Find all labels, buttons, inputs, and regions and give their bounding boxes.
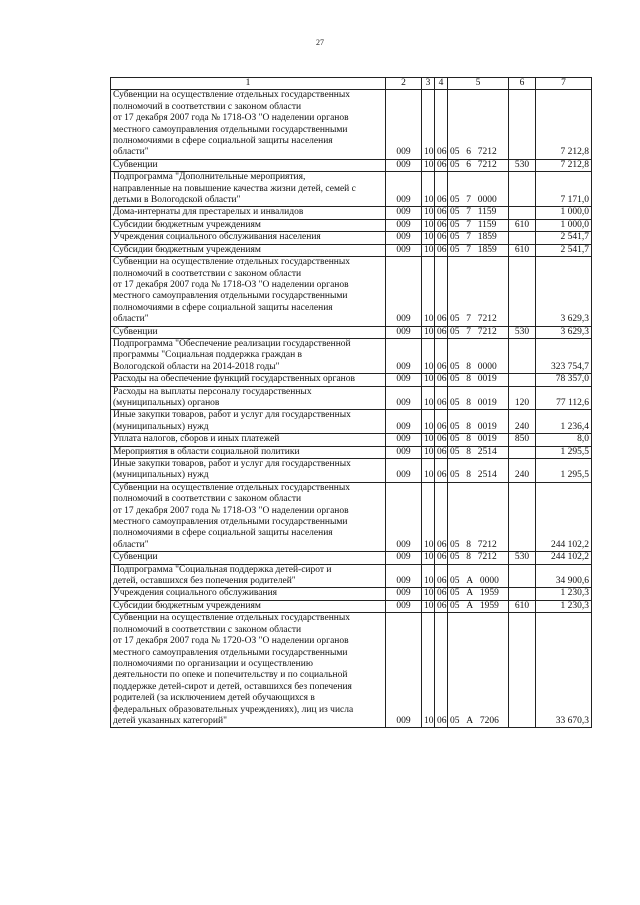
section-code-cell: 10: [422, 257, 435, 326]
administrator-code-cell: 009: [386, 459, 422, 483]
expense-type-code-cell: [509, 482, 536, 551]
section-code-cell: 10: [422, 386, 435, 410]
target-article-code-cell: 05 6 7212: [448, 159, 509, 171]
table-row: [111, 232, 592, 244]
expense-type-code-cell: 610: [509, 600, 536, 612]
subsection-code-cell: 06: [435, 434, 448, 446]
subsection-code-cell: 06: [435, 564, 448, 588]
subsection-code-cell: 06: [435, 386, 448, 410]
expenditure-name-cell: Дома-интернаты для престарелых и инвалидов: [111, 207, 386, 219]
expenditure-name-cell: Субсидии бюджетным учреждениям: [111, 244, 386, 256]
subsection-code-cell: 06: [435, 244, 448, 256]
expenditure-name-cell: Субвенции на осуществление отдельных государственных полномочий в соответствии с законом области от 17 декабря 2007 года № 1718-ОЗ "О наделении органов местного самоуправления отдельными государственными полномочиями в сфере социальной защиты населения области": [111, 90, 386, 159]
administrator-code-cell: 009: [386, 90, 422, 159]
administrator-code-cell: 009: [386, 482, 422, 551]
section-code-cell: 10: [422, 207, 435, 219]
amount-cell: 3 629,3: [536, 326, 592, 338]
expense-type-code-cell: 610: [509, 244, 536, 256]
target-article-code-cell: 05 А 0000: [448, 564, 509, 588]
section-code-cell: 10: [422, 172, 435, 207]
administrator-code-cell: 009: [386, 434, 422, 446]
expenditure-name-cell: Расходы на обеспечение функций государственных органов: [111, 374, 386, 386]
subsection-code-cell: 06: [435, 588, 448, 600]
section-code-cell: 10: [422, 459, 435, 483]
table-header-row: [111, 78, 592, 90]
expenditure-name-cell: Учреждения социального обслуживания населения: [111, 232, 386, 244]
expenditure-name-cell: Уплата налогов, сборов и иных платежей: [111, 434, 386, 446]
expense-type-code-cell: [509, 613, 536, 728]
amount-cell: 244 102,2: [536, 482, 592, 551]
header-cell: 5: [448, 78, 509, 90]
section-code-cell: 10: [422, 232, 435, 244]
table-row: [111, 613, 592, 728]
target-article-code-cell: 05 8 0000: [448, 338, 509, 373]
expenditure-name-cell: Подпрограмма "Обеспечение реализации государственной программы "Социальная поддержка граждан в Вологодской области на 2014-2018 годы": [111, 338, 386, 373]
table-row: [111, 434, 592, 446]
amount-cell: 7 212,8: [536, 159, 592, 171]
expense-type-code-cell: 610: [509, 219, 536, 231]
expenditure-name-cell: Мероприятия в области социальной политики: [111, 446, 386, 458]
expenditure-name-cell: Расходы на выплаты персоналу государственных (муниципальных) органов: [111, 386, 386, 410]
expense-type-code-cell: [509, 90, 536, 159]
subsection-code-cell: 06: [435, 159, 448, 171]
expenditure-name-cell: Учреждения социального обслуживания: [111, 588, 386, 600]
administrator-code-cell: 009: [386, 219, 422, 231]
amount-cell: 1 000,0: [536, 219, 592, 231]
administrator-code-cell: 009: [386, 172, 422, 207]
table-row: [111, 446, 592, 458]
amount-cell: 1 236,4: [536, 410, 592, 434]
header-cell: 4: [435, 78, 448, 90]
amount-cell: 1 295,5: [536, 459, 592, 483]
section-code-cell: 10: [422, 244, 435, 256]
administrator-code-cell: 009: [386, 244, 422, 256]
section-code-cell: 10: [422, 613, 435, 728]
amount-cell: 7 171,0: [536, 172, 592, 207]
expense-type-code-cell: 530: [509, 552, 536, 564]
header-cell: 1: [111, 78, 386, 90]
amount-cell: 8,0: [536, 434, 592, 446]
expense-type-code-cell: [509, 207, 536, 219]
table-row: [111, 564, 592, 588]
administrator-code-cell: 009: [386, 207, 422, 219]
section-code-cell: 10: [422, 90, 435, 159]
section-code-cell: 10: [422, 600, 435, 612]
budget-table: [110, 77, 592, 728]
target-article-code-cell: 05 А 1959: [448, 600, 509, 612]
target-article-code-cell: 05 7 7212: [448, 257, 509, 326]
expense-type-code-cell: [509, 232, 536, 244]
expense-type-code-cell: [509, 588, 536, 600]
expenditure-name-cell: Субвенции: [111, 326, 386, 338]
administrator-code-cell: 009: [386, 232, 422, 244]
expense-type-code-cell: [509, 564, 536, 588]
expense-type-code-cell: 120: [509, 386, 536, 410]
subsection-code-cell: 06: [435, 410, 448, 434]
target-article-code-cell: 05 7 1859: [448, 232, 509, 244]
section-code-cell: 10: [422, 326, 435, 338]
table-row: [111, 257, 592, 326]
amount-cell: 7 212,8: [536, 90, 592, 159]
expenditure-name-cell: Субвенции на осуществление отдельных государственных полномочий в соответствии с законом области от 17 декабря 2007 года № 1718-ОЗ "О наделении органов местного самоуправления отдельными государственными полномочиями в сфере социальной защиты населения области": [111, 482, 386, 551]
table-row: [111, 244, 592, 256]
table-row: [111, 482, 592, 551]
subsection-code-cell: 06: [435, 459, 448, 483]
amount-cell: 77 112,6: [536, 386, 592, 410]
expense-type-code-cell: 530: [509, 326, 536, 338]
table-row: [111, 172, 592, 207]
target-article-code-cell: 05 8 2514: [448, 446, 509, 458]
administrator-code-cell: 009: [386, 257, 422, 326]
section-code-cell: 10: [422, 219, 435, 231]
expenditure-name-cell: Иные закупки товаров, работ и услуг для государственных (муниципальных) нужд: [111, 459, 386, 483]
amount-cell: 1 295,5: [536, 446, 592, 458]
expenditure-name-cell: Субвенции на осуществление отдельных государственных полномочий в соответствии с законом области от 17 декабря 2007 года № 1720-ОЗ "О наделении органов местного самоуправления отдельными государственными полномочиями по организации и осуществлению деятельности по опеке и попечительству и по социальной поддержке детей-сирот и детей, оставшихся без попечения родителей (за исключением детей обучающихся в федеральных образовательных учреждениях), лиц из числа детей указанных категорий": [111, 613, 386, 728]
target-article-code-cell: 05 8 7212: [448, 482, 509, 551]
section-code-cell: 10: [422, 588, 435, 600]
table-row: [111, 159, 592, 171]
administrator-code-cell: 009: [386, 326, 422, 338]
target-article-code-cell: 05 А 7206: [448, 613, 509, 728]
table-row: [111, 374, 592, 386]
table-row: [111, 588, 592, 600]
administrator-code-cell: 009: [386, 159, 422, 171]
target-article-code-cell: 05 7 1159: [448, 219, 509, 231]
subsection-code-cell: 06: [435, 374, 448, 386]
subsection-code-cell: 06: [435, 90, 448, 159]
section-code-cell: 10: [422, 482, 435, 551]
target-article-code-cell: 05 7 0000: [448, 172, 509, 207]
target-article-code-cell: 05 6 7212: [448, 90, 509, 159]
expense-type-code-cell: 240: [509, 459, 536, 483]
subsection-code-cell: 06: [435, 172, 448, 207]
amount-cell: 323 754,7: [536, 338, 592, 373]
expenditure-name-cell: Субвенции на осуществление отдельных государственных полномочий в соответствии с законом области от 17 декабря 2007 года № 1718-ОЗ "О наделении органов местного самоуправления отдельными государственными полномочиями в сфере социальной защиты населения области": [111, 257, 386, 326]
target-article-code-cell: 05 8 0019: [448, 386, 509, 410]
expense-type-code-cell: 530: [509, 159, 536, 171]
table-row: [111, 207, 592, 219]
amount-cell: 34 900,6: [536, 564, 592, 588]
target-article-code-cell: 05 7 7212: [448, 326, 509, 338]
expense-type-code-cell: [509, 172, 536, 207]
administrator-code-cell: 009: [386, 374, 422, 386]
page-number: 27: [316, 38, 324, 47]
subsection-code-cell: 06: [435, 207, 448, 219]
target-article-code-cell: 05 8 0019: [448, 434, 509, 446]
amount-cell: 244 102,2: [536, 552, 592, 564]
subsection-code-cell: 06: [435, 446, 448, 458]
expenditure-name-cell: Субсидии бюджетным учреждениям: [111, 600, 386, 612]
subsection-code-cell: 06: [435, 326, 448, 338]
section-code-cell: 10: [422, 410, 435, 434]
target-article-code-cell: 05 А 1959: [448, 588, 509, 600]
table-row: [111, 459, 592, 483]
subsection-code-cell: 06: [435, 613, 448, 728]
administrator-code-cell: 009: [386, 613, 422, 728]
subsection-code-cell: 06: [435, 482, 448, 551]
target-article-code-cell: 05 7 1859: [448, 244, 509, 256]
amount-cell: 1 000,0: [536, 207, 592, 219]
section-code-cell: 10: [422, 564, 435, 588]
table-row: [111, 386, 592, 410]
section-code-cell: 10: [422, 434, 435, 446]
expense-type-code-cell: 240: [509, 410, 536, 434]
header-cell: 6: [509, 78, 536, 90]
amount-cell: 2 541,7: [536, 232, 592, 244]
amount-cell: 33 670,3: [536, 613, 592, 728]
subsection-code-cell: 06: [435, 219, 448, 231]
target-article-code-cell: 05 8 2514: [448, 459, 509, 483]
header-cell: 2: [386, 78, 422, 90]
administrator-code-cell: 009: [386, 552, 422, 564]
expense-type-code-cell: [509, 257, 536, 326]
administrator-code-cell: 009: [386, 338, 422, 373]
subsection-code-cell: 06: [435, 338, 448, 373]
target-article-code-cell: 05 8 0019: [448, 410, 509, 434]
section-code-cell: 10: [422, 552, 435, 564]
expenditure-name-cell: Подпрограмма "Дополнительные мероприятия, направленные на повышение качества жизни детей, семей с детьми в Вологодской области": [111, 172, 386, 207]
target-article-code-cell: 05 8 0019: [448, 374, 509, 386]
subsection-code-cell: 06: [435, 600, 448, 612]
subsection-code-cell: 06: [435, 257, 448, 326]
table-row: [111, 600, 592, 612]
table-row: [111, 552, 592, 564]
expense-type-code-cell: 850: [509, 434, 536, 446]
target-article-code-cell: 05 7 1159: [448, 207, 509, 219]
table-row: [111, 90, 592, 159]
section-code-cell: 10: [422, 159, 435, 171]
expense-type-code-cell: [509, 338, 536, 373]
administrator-code-cell: 009: [386, 564, 422, 588]
table-row: [111, 410, 592, 434]
expenditure-name-cell: Субвенции: [111, 552, 386, 564]
amount-cell: 1 230,3: [536, 588, 592, 600]
administrator-code-cell: 009: [386, 600, 422, 612]
section-code-cell: 10: [422, 374, 435, 386]
header-cell: 3: [422, 78, 435, 90]
expenditure-name-cell: Субсидии бюджетным учреждениям: [111, 219, 386, 231]
header-cell: 7: [536, 78, 592, 90]
expense-type-code-cell: [509, 446, 536, 458]
expense-type-code-cell: [509, 374, 536, 386]
amount-cell: 1 230,3: [536, 600, 592, 612]
section-code-cell: 10: [422, 446, 435, 458]
amount-cell: 78 357,0: [536, 374, 592, 386]
section-code-cell: 10: [422, 338, 435, 373]
administrator-code-cell: 009: [386, 446, 422, 458]
expenditure-name-cell: Иные закупки товаров, работ и услуг для государственных (муниципальных) нужд: [111, 410, 386, 434]
subsection-code-cell: 06: [435, 232, 448, 244]
table-row: [111, 219, 592, 231]
target-article-code-cell: 05 8 7212: [448, 552, 509, 564]
amount-cell: 3 629,3: [536, 257, 592, 326]
expenditure-name-cell: Подпрограмма "Социальная поддержка детей-сирот и детей, оставшихся без попечения родителей": [111, 564, 386, 588]
administrator-code-cell: 009: [386, 386, 422, 410]
table-row: [111, 326, 592, 338]
expenditure-name-cell: Субвенции: [111, 159, 386, 171]
administrator-code-cell: 009: [386, 588, 422, 600]
administrator-code-cell: 009: [386, 410, 422, 434]
table-row: [111, 338, 592, 373]
amount-cell: 2 541,7: [536, 244, 592, 256]
subsection-code-cell: 06: [435, 552, 448, 564]
